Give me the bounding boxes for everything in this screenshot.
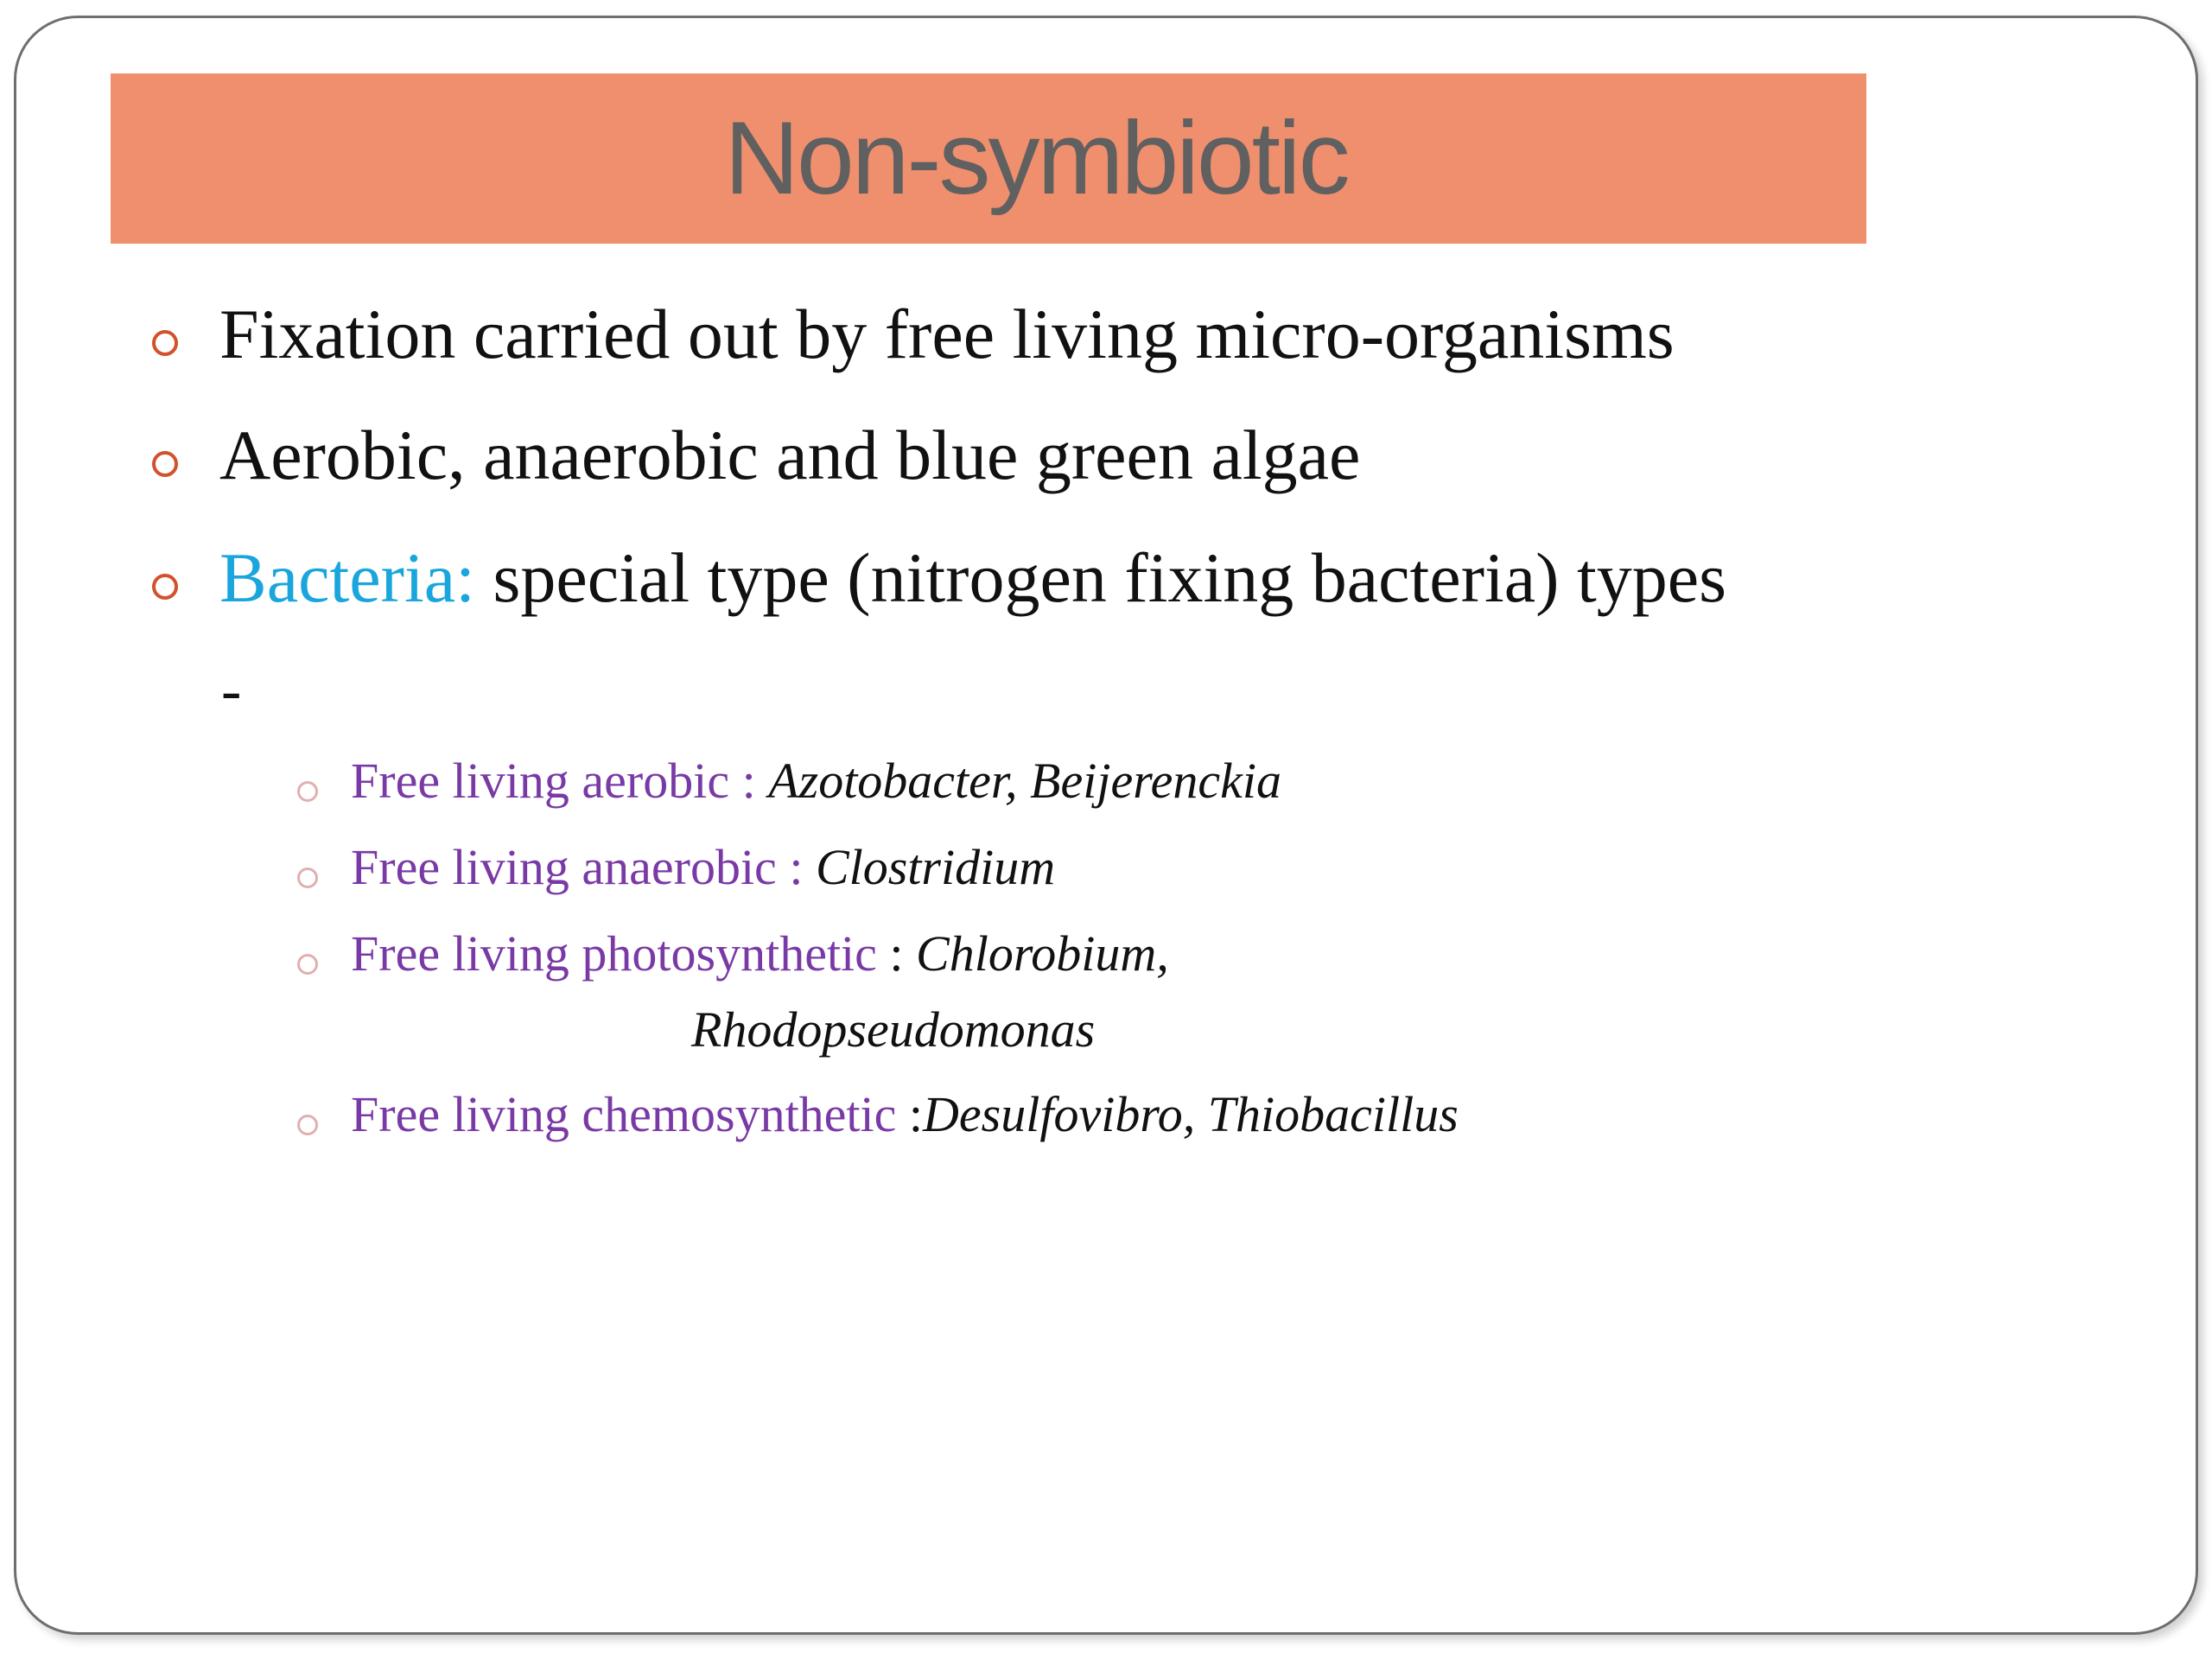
bullet-ring-icon <box>152 330 178 356</box>
sub-bullet-ring-icon <box>297 1115 318 1135</box>
sub-bullet-species: Clostridium <box>815 839 1056 895</box>
bacteria-label: Bacteria: <box>219 538 475 617</box>
sub-bullet-text <box>351 752 1281 810</box>
bacteria-text: special type (nitrogen fixing bacteria) types <box>474 538 1727 617</box>
sub-bullet-sep: : <box>776 839 816 895</box>
bullet-ring-icon <box>152 451 178 477</box>
sub-bullet-species: Rhodopseudomonas <box>691 1001 1096 1058</box>
sub-bullet-sep: : <box>896 1086 924 1142</box>
bullet-ring-icon <box>152 574 178 600</box>
sub-bullet-continuation <box>691 1001 1095 1058</box>
sub-bullet-label: Free living aerobic <box>351 753 730 809</box>
sub-bullet-ring-icon <box>297 954 318 975</box>
bullet-text: Fixation carried out by free living micro-organisms <box>219 295 1675 373</box>
slide-title: Non-symbiotic <box>724 100 1348 216</box>
bullet-text: Aerobic, anaerobic and blue green algae <box>219 416 1361 494</box>
sub-bullet-species: Desulfovibro, Thiobacillus <box>923 1086 1459 1142</box>
sub-bullet-label: Free living anaerobic <box>351 839 777 895</box>
sub-bullet-sep: : <box>876 925 917 982</box>
dash-mark: - <box>221 658 242 724</box>
bullet-text <box>219 537 1726 619</box>
sub-bullet-label: Free living photosynthetic <box>351 925 877 982</box>
sub-bullet-species: Chlorobium, <box>916 925 1169 982</box>
sub-bullet-species: Azotobacter, Beijerenckia <box>768 753 1281 809</box>
sub-bullet-sep: : <box>729 753 769 809</box>
title-bar <box>111 73 1866 244</box>
sub-bullet-text <box>351 925 1169 982</box>
sub-bullet-label: Free living chemosynthetic <box>351 1086 897 1142</box>
slide-frame <box>14 16 2198 1635</box>
sub-bullet-text <box>351 838 1055 896</box>
sub-bullet-ring-icon <box>297 781 318 802</box>
sub-bullet-ring-icon <box>297 868 318 888</box>
sub-bullet-text <box>351 1085 1459 1143</box>
